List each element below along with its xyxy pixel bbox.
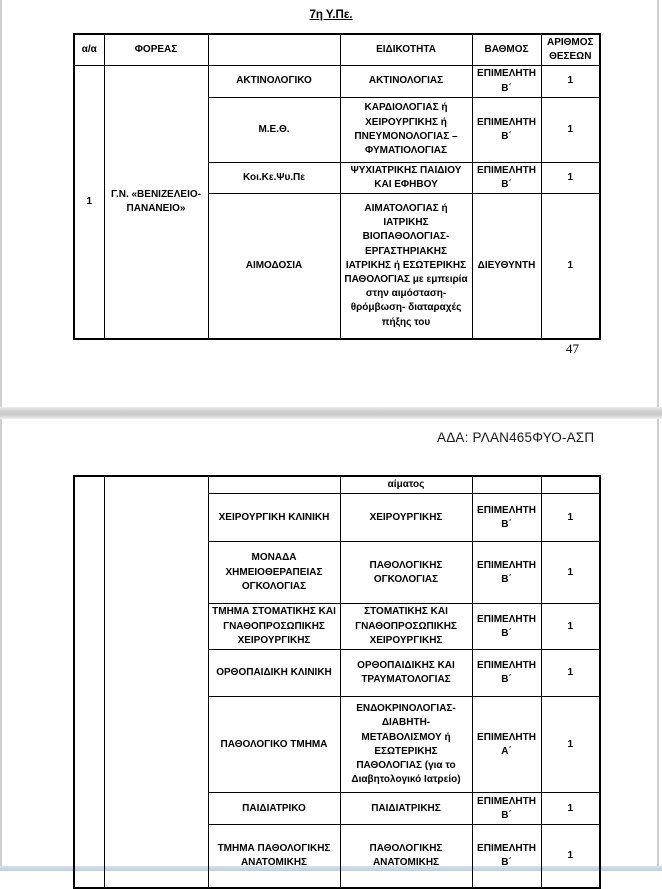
specialty-cell: ΚΑΡΔΙΟΛΟΓΙΑΣ ή ΧΕΙΡΟΥΡΓΙΚΗΣ ή ΠΝΕΥΜΟΝΟΛΟΓΙΑΣ – ΦΥΜΑΤΙΟΛΟΓΙΑΣ xyxy=(340,97,472,162)
positions-cell: 1 xyxy=(541,194,600,339)
grade-cell: ΕΠΙΜΕΛΗΤΗ Β΄ xyxy=(472,97,541,162)
specialty-cell: ΑΚΤΙΝΟΛΟΓΙΑΣ xyxy=(340,66,472,97)
department-cell: ΑΙΜΟΔΟΣΙΑ xyxy=(208,194,340,339)
header-organization: ΦΟΡΕΑΣ xyxy=(104,34,208,66)
specialty-cell: ΠΑΙΔΙΑΤΡΙΚΗΣ xyxy=(340,793,472,825)
table-row xyxy=(74,66,600,97)
grade-cell: ΕΠΙΜΕΛΗΤΗ Α΄ xyxy=(472,697,541,793)
department-cell xyxy=(208,476,340,494)
department-cell: ΜΟΝΑΔΑ ΧΗΜΕΙΟΘΕΡΑΠΕΙΑΣ ΟΓΚΟΛΟΓΙΑΣ xyxy=(208,542,340,604)
positions-cell: 1 xyxy=(541,604,600,650)
department-cell: Μ.Ε.Θ. xyxy=(208,97,340,162)
entry-number-cell: 1 xyxy=(74,66,104,339)
grade-cell xyxy=(472,476,541,494)
document-title: 7η Υ.Πε. xyxy=(309,9,353,21)
specialty-cell: ΨΥΧΙΑΤΡΙΚΗΣ ΠΑΙΔΙΟΥ ΚΑΙ ΕΦΗΒΟΥ xyxy=(340,162,472,193)
header-aa: α/α xyxy=(74,34,104,66)
specialty-cell: ΟΡΘΟΠΑΙΔΙΚΗΣ ΚΑΙ ΤΡΑΥΜΑΤΟΛΟΓΙΑΣ xyxy=(340,650,472,697)
grade-cell: ΕΠΙΜΕΛΗΤΗ Β΄ xyxy=(472,494,541,542)
page-right-edge xyxy=(657,0,659,871)
grade-cell: ΕΠΙΜΕΛΗΤΗ Β΄ xyxy=(472,604,541,650)
grade-cell: ΕΠΙΜΕΛΗΤΗ Β΄ xyxy=(472,650,541,697)
specialty-cell: ΣΤΟΜΑΤΙΚΗΣ ΚΑΙ ΓΝΑΘΟΠΡΟΣΩΠΙΚΗΣ ΧΕΙΡΟΥΡΓΙΚΗΣ xyxy=(340,604,472,650)
page-number: 47 xyxy=(566,341,579,356)
specialty-cell: αίματος xyxy=(340,476,472,494)
positions-cell xyxy=(541,476,600,494)
organization-cell: Γ.Ν. «ΒΕΝΙΖΕΛΕΙΟ-ΠΑΝΑΝΕΙΟ» xyxy=(104,66,208,339)
department-cell: Κοι.Κε.Ψυ.Πε xyxy=(208,162,340,193)
positions-cell: 1 xyxy=(541,97,600,162)
department-cell: ΤΜΗΜΑ ΠΑΘΟΛΟΓΙΚΗΣ ΑΝΑΤΟΜΙΚΗΣ xyxy=(208,825,340,888)
specialty-cell: ΧΕΙΡΟΥΡΓΙΚΗΣ xyxy=(340,494,472,542)
positions-cell: 1 xyxy=(541,494,600,542)
positions-table-page2 xyxy=(73,475,601,889)
positions-cell: 1 xyxy=(541,793,600,825)
organization-cell-continued xyxy=(104,476,208,888)
department-cell: ΤΜΗΜΑ ΣΤΟΜΑΤΙΚΗΣ ΚΑΙ ΓΝΑΘΟΠΡΟΣΩΠΙΚΗΣ ΧΕΙΡΟΥΡΓΙΚΗΣ xyxy=(208,604,340,650)
department-cell: ΑΚΤΙΝΟΛΟΓΙΚΟ xyxy=(208,66,340,97)
header-specialty: ΕΙΔΙΚΟΤΗΤΑ xyxy=(340,34,472,66)
grade-cell: ΕΠΙΜΕΛΗΤΗ Β΄ xyxy=(472,66,541,97)
header-grade: ΒΑΘΜΟΣ xyxy=(472,34,541,66)
department-cell: ΠΑΙΔΙΑΤΡΙΚΟ xyxy=(208,793,340,825)
positions-table-page1 xyxy=(73,33,601,340)
specialty-cell: ΑΙΜΑΤΟΛΟΓΙΑΣ ή ΙΑΤΡΙΚΗΣ ΒΙΟΠΑΘΟΛΟΓΙΑΣ- ΕΡΓΑΣΤΗΡΙΑΚΗΣ ΙΑΤΡΙΚΗΣ ή ΕΣΩΤΕΡΙΚΗΣ ΠΑΘΟΛΟΓΙΑΣ με εμπειρία στην αιμόσταση- θρόμβωση- διαταραχές πήξης του xyxy=(340,194,472,339)
table-header-row xyxy=(74,34,600,66)
grade-cell: ΔΙΕΥΘΥΝΤΗ xyxy=(472,194,541,339)
entry-number-cell-continued xyxy=(74,476,104,888)
positions-cell: 1 xyxy=(541,650,600,697)
ada-reference: ΑΔΑ: ΡΛΑΝ465ΦΥΟ-ΑΣΠ xyxy=(437,430,595,445)
page-break-gap xyxy=(0,407,662,419)
grade-cell: ΕΠΙΜΕΛΗΤΗ Β΄ xyxy=(472,793,541,825)
specialty-cell: ΠΑΘΟΛΟΓΙΚΗΣ ΟΓΚΟΛΟΓΙΑΣ xyxy=(340,542,472,604)
positions-cell: 1 xyxy=(541,697,600,793)
grade-cell: ΕΠΙΜΕΛΗΤΗ Β΄ xyxy=(472,162,541,193)
department-cell: ΠΑΘΟΛΟΓΙΚΟ ΤΜΗΜΑ xyxy=(208,697,340,793)
page-left-edge xyxy=(0,0,2,871)
specialty-cell: ΠΑΘΟΛΟΓΙΚΗΣ ΑΝΑΤΟΜΙΚΗΣ xyxy=(340,825,472,888)
specialty-cell: ΕΝΔΟΚΡΙΝΟΛΟΓΙΑΣ- ΔΙΑΒΗΤΗ- ΜΕΤΑΒΟΛΙΣΜΟΥ ή ΕΣΩΤΕΡΙΚΗΣ ΠΑΘΟΛΟΓΙΑΣ (για το Διαβητολογικό Ιατρείο) xyxy=(340,697,472,793)
table-row xyxy=(74,476,600,494)
positions-cell: 1 xyxy=(541,542,600,604)
department-cell: ΧΕΙΡΟΥΡΓΙΚΗ ΚΛΙΝΙΚΗ xyxy=(208,494,340,542)
grade-cell: ΕΠΙΜΕΛΗΤΗ Β΄ xyxy=(472,542,541,604)
department-cell: ΟΡΘΟΠΑΙΔΙΚΗ ΚΛΙΝΙΚΗ xyxy=(208,650,340,697)
grade-cell: ΕΠΙΜΕΛΗΤΗ Β΄ xyxy=(472,825,541,888)
positions-cell: 1 xyxy=(541,825,600,888)
positions-cell: 1 xyxy=(541,162,600,193)
positions-cell: 1 xyxy=(541,66,600,97)
header-positions: ΑΡΙΘΜΟΣ ΘΕΣΕΩΝ xyxy=(541,34,600,66)
header-department xyxy=(208,34,340,66)
